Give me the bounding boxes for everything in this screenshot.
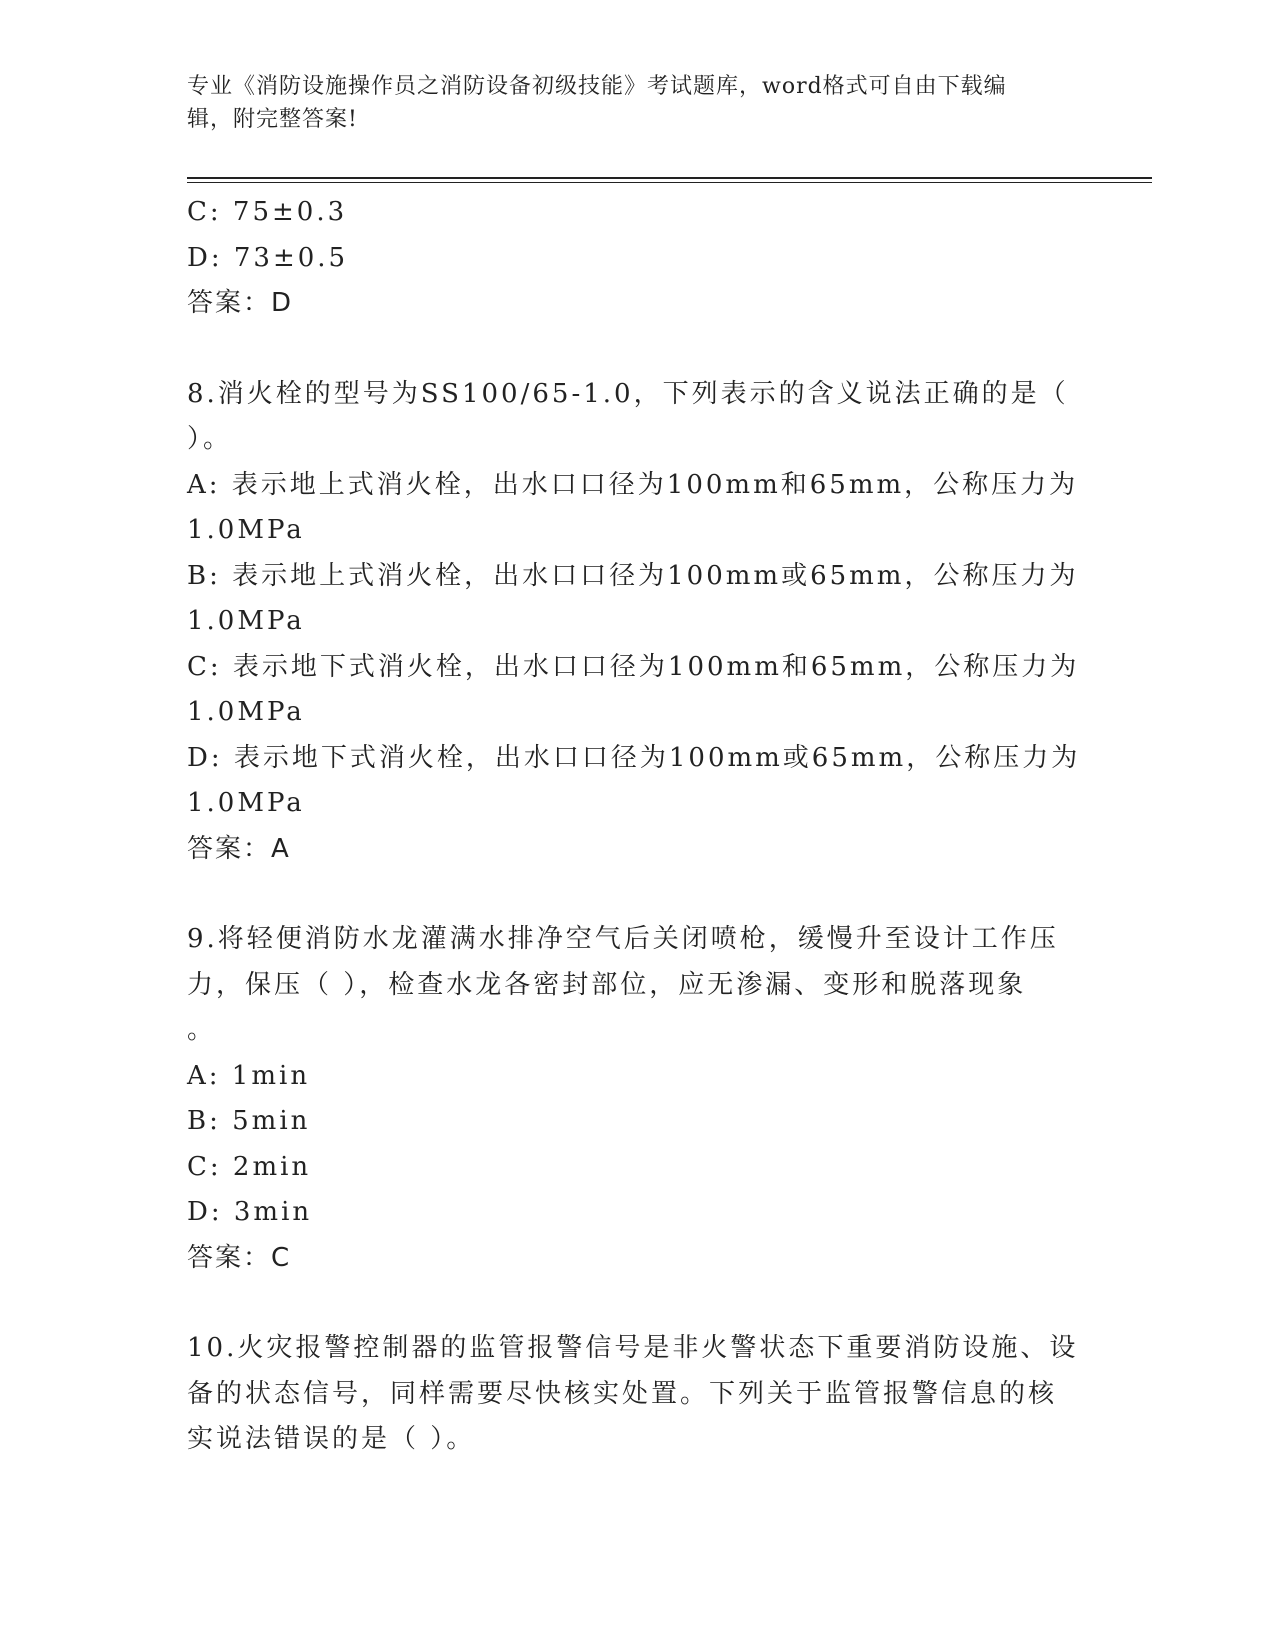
question-8 <box>187 372 1081 873</box>
prev-question-tail <box>187 190 1077 327</box>
question-text-line: 力，保压（ ），检查水龙各密封部位，应无渗漏、变形和脱落现象 <box>187 969 1027 1000</box>
answer-line: 答案：A <box>187 833 291 864</box>
option-a: A: 1min <box>187 1060 311 1091</box>
question-text-line: 10.火灾报警控制器的监管报警信号是非火警状态下重要消防设施、设 <box>187 1333 1079 1363</box>
option-c: C: 75±0.3 <box>187 197 348 227</box>
option-c: C: 表示地下式消火栓，出水口口径为100mm和65mm，公称压力为 <box>187 651 1080 682</box>
answer-line: 答案：C <box>187 1242 292 1273</box>
option-d-cont: 1.0MPa <box>187 788 305 818</box>
option-c: C: 2min <box>187 1151 312 1182</box>
header-rule-thick <box>187 177 1152 179</box>
question-text-line: 实说法错误的是（ ）。 <box>187 1424 476 1454</box>
option-b: B: 表示地上式消火栓，出水口口径为100mm或65mm，公称压力为 <box>187 560 1079 591</box>
option-d: D: 表示地下式消火栓，出水口口径为100mm或65mm，公称压力为 <box>187 742 1081 773</box>
option-c-cont: 1.0MPa <box>187 697 305 727</box>
question-10 <box>187 1326 1077 1463</box>
option-a: A: 表示地上式消火栓，出水口口径为100mm和65mm，公称压力为 <box>187 469 1079 500</box>
question-text-line: ）。 <box>187 424 233 454</box>
header-line-1: 专业《消防设施操作员之消防设备初级技能》考试题库，word格式可自由下载编 <box>187 74 1007 99</box>
option-a-cont: 1.0MPa <box>187 515 305 545</box>
answer-line: 答案：D <box>187 288 294 318</box>
option-d: D: 3min <box>187 1197 313 1227</box>
question-text-line: 9.将轻便消防水龙灌满水排净空气后关闭喷枪，缓慢升至设计工作压 <box>187 924 1059 954</box>
document-body <box>187 190 1081 1463</box>
header-line-2: 辑，附完整答案! <box>187 107 358 132</box>
option-b: B: 5min <box>187 1106 311 1136</box>
question-text-line: 备的状态信号，同样需要尽快核实处置。下列关于监管报警信息的核 <box>187 1378 1058 1409</box>
header-rule-thin <box>187 182 1152 183</box>
document-header <box>187 70 1087 136</box>
question-text-line: 。 <box>187 1015 217 1045</box>
option-b-cont: 1.0MPa <box>187 606 305 636</box>
question-9 <box>187 917 1077 1281</box>
question-text-line: 8.消火栓的型号为SS100/65-1.0，下列表示的含义说法正确的是（ <box>187 378 1069 409</box>
option-d: D: 73±0.5 <box>187 242 349 273</box>
